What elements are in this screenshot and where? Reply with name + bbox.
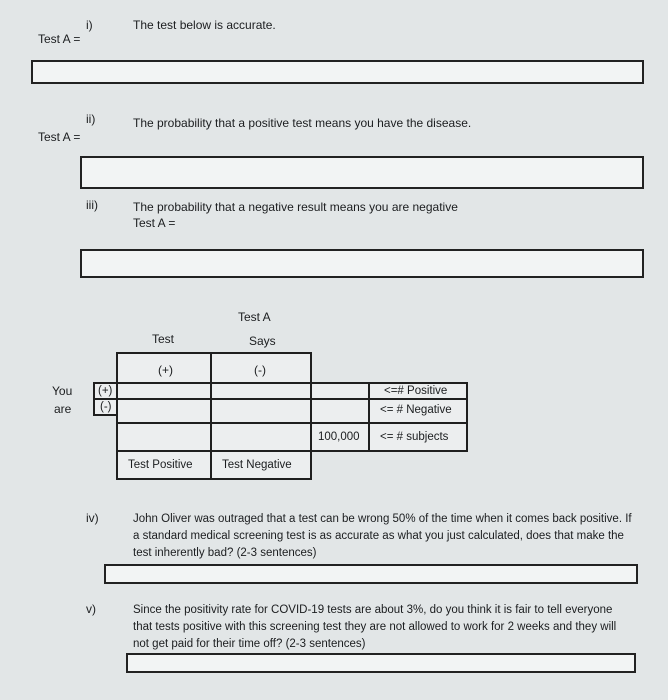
grand-total-value: 100,000 — [318, 431, 360, 443]
label-total-subjects-text: <= # subjects — [380, 431, 449, 443]
label-total-positive-text: <=# Positive — [384, 385, 448, 397]
table-header-test: Test — [152, 332, 175, 346]
footer-test-negative-text: Test Negative — [222, 459, 292, 471]
cell-col-total-positive[interactable] — [116, 422, 212, 452]
q4-number: iv) — [86, 511, 99, 525]
footer-test-positive — [116, 450, 212, 480]
q5-text: Since the positivity rate for COVID-19 tests are about 3%, do you think it is fair to tell everyone that tests positive with this screening test they are not allowed to work for 2 weeks and they will not get paid for their time off? (2-3 sentences) — [133, 604, 617, 650]
q1-number: i) — [86, 18, 93, 32]
row-header-negative — [93, 398, 118, 416]
col-header-positive-label: (+) — [158, 363, 173, 377]
label-total-negative-text: <= # Negative — [380, 404, 452, 416]
cell-col-total-negative[interactable] — [210, 422, 312, 452]
q5-answer-box[interactable] — [126, 653, 636, 673]
row-header-positive-label: (+) — [98, 385, 113, 397]
q3-text: The probability that a negative result means you are negative — [133, 200, 458, 214]
q1-text: The test below is accurate. — [133, 18, 276, 32]
q3-number: iii) — [86, 198, 98, 212]
label-total-subjects — [368, 422, 468, 452]
table-header-test-a: Test A — [238, 310, 271, 324]
q5-number: v) — [86, 602, 96, 616]
label-total-negative — [368, 398, 468, 424]
row-header-negative-label: (-) — [100, 401, 112, 413]
q4-text: John Oliver was outraged that a test can be wrong 50% of the time when it comes back positive. If a standard medical screening test is as accurate as what you just calculated, does that make the test inherently bad? (2-3 sentences) — [133, 513, 632, 559]
q2-label: Test A = — [38, 130, 81, 144]
q2-answer-box[interactable] — [80, 156, 644, 189]
cell-total-negative[interactable] — [310, 398, 370, 424]
col-header-negative-label: (-) — [254, 363, 266, 377]
q4-answer-box[interactable] — [104, 564, 638, 584]
q3-answer-box[interactable] — [80, 249, 644, 278]
q3-label: Test A = — [133, 216, 176, 230]
col-header-negative — [210, 352, 312, 384]
cell-grand-total — [310, 422, 370, 452]
footer-test-positive-text: Test Positive — [128, 459, 193, 471]
q2-text: The probability that a positive test means you have the disease. — [133, 116, 472, 130]
q1-answer-box[interactable] — [31, 60, 644, 84]
q1-label: Test A = — [38, 32, 81, 46]
cell-neg-pos[interactable] — [116, 398, 212, 424]
cell-neg-neg[interactable] — [210, 398, 312, 424]
table-header-says: Says — [249, 334, 276, 348]
footer-test-negative — [210, 450, 312, 480]
q2-number: ii) — [86, 112, 96, 126]
row-label-are: are — [54, 402, 72, 416]
col-header-positive — [116, 352, 212, 384]
row-label-you: You — [52, 384, 73, 398]
